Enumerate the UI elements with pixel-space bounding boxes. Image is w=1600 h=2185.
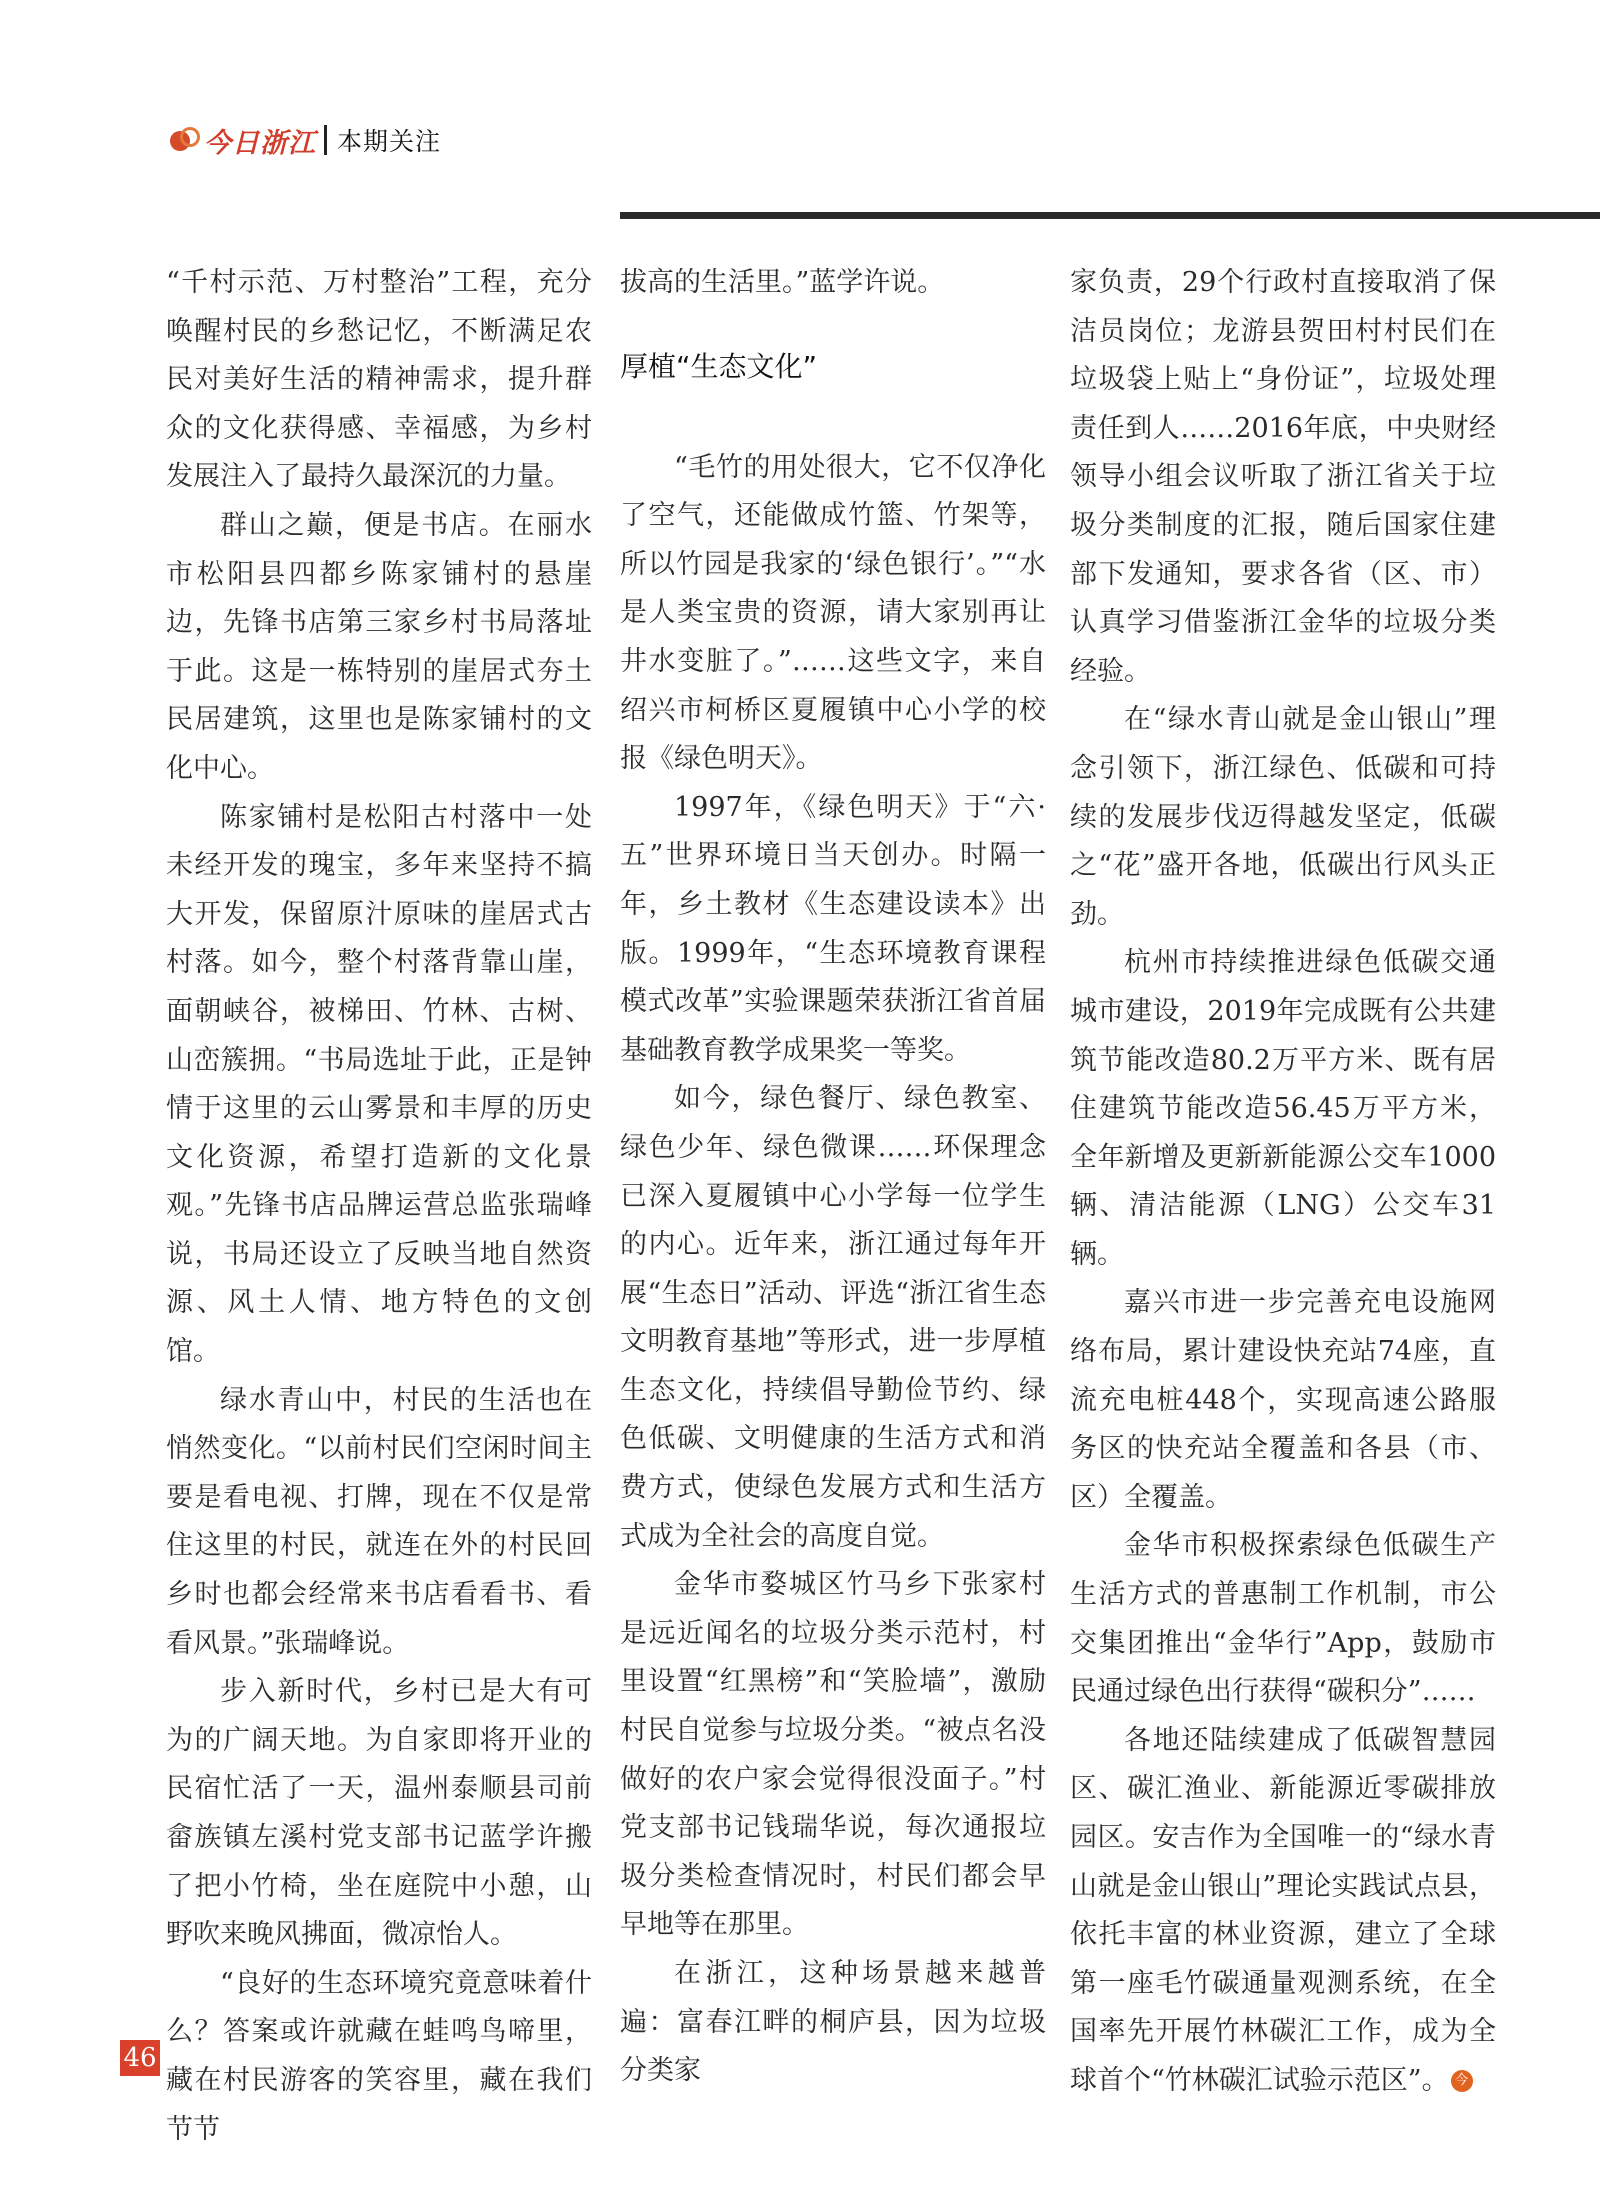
paragraph: 在“绿水青山就是金山银山”理念引领下，浙江绿色、低碳和可持续的发展步伐迈得越发坚定，低碳之“花”盛开各地，低碳出行风头正劲。 — [1070, 704, 1496, 930]
paragraph: 家负责，29个行政村直接取消了保洁员岗位；龙游县贺田村村民们在垃圾袋上贴上“身份证”，垃圾处理责任到人……2016年底，中央财经领导小组会议听取了浙江省关于垃圾分类制度的汇报，随后国家住建部下发通知，要求各省（区、市）认真学习借鉴浙江金华的垃圾分类经验。 — [1070, 267, 1496, 687]
magazine-logo-icon — [168, 125, 198, 155]
paragraph — [1070, 1717, 1496, 2106]
section-title: 本期关注 — [337, 127, 442, 156]
paragraph: 在浙江，这种场景越来越普遍：富春江畔的桐庐县，因为垃圾分类家 — [620, 1958, 1046, 2087]
paragraph: 群山之巅，便是书店。在丽水市松阳县四都乡陈家铺村的悬崖边，先锋书店第三家乡村书局落址于此。这是一栋特别的崖居式夯土民居建筑，这里也是陈家铺村的文化中心。 — [166, 509, 592, 784]
paragraph: “毛竹的用处很大，它不仅净化了空气，还能做成竹篮、竹架等，所以竹园是我家的‘绿色银行’。”“水是人类宝贵的资源，请大家别再让井水变脏了。”……这些文字，来自绍兴市柯桥区夏履镇中心小学的校报《绿色明天》。 — [620, 451, 1046, 775]
paragraph: “千村示范、万村整治”工程，充分唤醒村民的乡愁记忆，不断满足农民对美好生活的精神需求，提升群众的文化获得感、幸福感，为乡村发展注入了最持久最深沉的力量。 — [166, 267, 592, 493]
paragraph: “良好的生态环境究竟意味着什么？答案或许就藏在蛙鸣鸟啼里，藏在村民游客的笑容里，藏在我们节节 — [166, 1967, 592, 2145]
page-number: 46 — [120, 2040, 160, 2076]
paragraph: 如今，绿色餐厅、绿色教室、绿色少年、绿色微课……环保理念已深入夏履镇中心小学每一位学生的内心。近年来，浙江通过每年开展“生态日”活动、评选“浙江省生态文明教育基地”等形式，进一步厚植生态文化，持续倡导勤俭节约、绿色低碳、文明健康的生活方式和消费方式，使绿色发展方式和生活方式成为全社会的高度自觉。 — [620, 1083, 1046, 1552]
paragraph: 步入新时代，乡村已是大有可为的广阔天地。为自家即将开业的民宿忙活了一天，温州泰顺县司前畲族镇左溪村党支部书记蓝学许搬了把小竹椅，坐在庭院中小憩，山野吹来晚风拂面，微凉怡人。 — [166, 1676, 592, 1951]
article-column-3 — [1070, 259, 1496, 2106]
paragraph: 金华市积极探索绿色低碳生产生活方式的普惠制工作机制，市公交集团推出“金华行”App，鼓励市民通过绿色出行获得“碳积分”…… — [1070, 1530, 1496, 1708]
paragraph: 陈家铺村是松阳古村落中一处未经开发的瑰宝，多年来坚持不搞大开发，保留原汁原味的崖居式古村落。如今，整个村落背靠山崖，面朝峡谷，被梯田、竹林、古树、山峦簇拥。“书局选址于此，正是钟情于这里的云山雾景和丰厚的历史文化资源，希望打造新的文化景观。”先锋书店品牌运营总监张瑞峰说，书局还设立了反映当地自然资源、风土人情、地方特色的文创馆。 — [166, 801, 592, 1368]
article-column-1 — [166, 259, 592, 2154]
paragraph: 金华市婺城区竹马乡下张家村是远近闻名的垃圾分类示范村，村里设置“红黑榜”和“笑脸墙”，激励村民自觉参与垃圾分类。“被点名没做好的农户家会觉得很没面子。”村党支部书记钱瑞华说，每次通报垃圾分类检查情况时，村民们都会早早地等在那里。 — [620, 1569, 1046, 1941]
magazine-logo-text: 今日浙江 — [204, 127, 316, 159]
paragraph: 绿水青山中，村民的生活也在悄然变化。“以前村民们空闲时间主要是看电视、打牌，现在不仅是常住这里的村民，就连在外的村民回乡时也都会经常来书店看看书、看看风景。”张瑞峰说。 — [166, 1384, 592, 1659]
section-heading: 厚植“生态文化” — [620, 349, 818, 383]
page-header — [168, 118, 441, 162]
paragraph-text: 各地还陆续建成了低碳智慧园区、碳汇渔业、新能源近零碳排放园区。安吉作为全国唯一的“绿水青山就是金山银山”理论实践试点县，依托丰富的林业资源，建立了全球第一座毛竹碳通量观测系统，在全国率先开展竹林碳汇工作，成为全球首个“竹林碳汇试验示范区”。 — [1070, 1724, 1496, 2096]
paragraph: 拔高的生活里。”蓝学许说。 — [620, 267, 945, 298]
article-end-icon: 今 — [1451, 2070, 1473, 2092]
paragraph: 杭州市持续推进绿色低碳交通城市建设，2019年完成既有公共建筑节能改造80.2万平方米、既有居住建筑节能改造56.45万平方米，全年新增及更新新能源公交车1000辆、清洁能源（LNG）公交车31辆。 — [1070, 947, 1496, 1270]
article-column-2 — [620, 259, 1046, 2096]
top-rule — [620, 212, 1600, 219]
paragraph: 1997年，《绿色明天》于“六·五”世界环境日当天创办。时隔一年，乡土教材《生态建设读本》出版。1999年，“生态环境教育课程模式改革”实验课题荣获浙江省首届基础教育教学成果奖一等奖。 — [620, 791, 1046, 1066]
header-divider — [324, 125, 327, 155]
paragraph: 嘉兴市进一步完善充电设施网络布局，累计建设快充站74座，直流充电桩448个，实现高速公路服务区的快充站全覆盖和各县（市、区）全覆盖。 — [1070, 1287, 1496, 1513]
